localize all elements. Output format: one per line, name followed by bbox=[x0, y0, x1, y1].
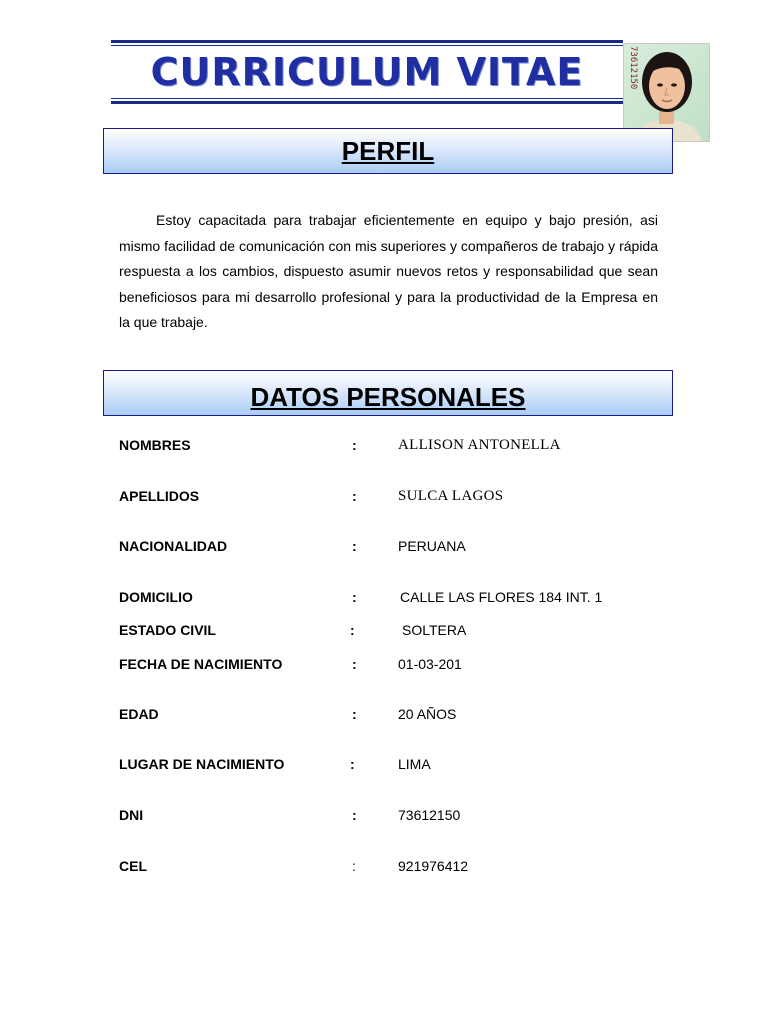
field-label: NACIONALIDAD bbox=[119, 538, 228, 554]
field-row-dni bbox=[119, 807, 679, 827]
field-label: LUGAR DE NACIMIENTO bbox=[119, 756, 285, 772]
field-label: NOMBRES bbox=[119, 437, 191, 453]
field-row-apellidos bbox=[119, 488, 679, 508]
field-value: SOLTERA bbox=[402, 622, 467, 638]
field-row-domicilio bbox=[119, 589, 679, 609]
title-rule-top-thin bbox=[111, 45, 623, 46]
field-row-nacionalidad bbox=[119, 538, 679, 558]
field-value: LIMA bbox=[398, 756, 431, 772]
field-value: CALLE LAS FLORES 184 INT. 1 bbox=[400, 589, 603, 605]
field-colon: : bbox=[350, 756, 355, 772]
field-row-edad bbox=[119, 706, 679, 726]
title-rule-bottom-thin bbox=[111, 98, 623, 99]
photo-stamp: 73612150 bbox=[628, 46, 638, 90]
field-label: APELLIDOS bbox=[119, 488, 200, 504]
field-label: EDAD bbox=[119, 706, 159, 722]
field-row-fecha-nacimiento bbox=[119, 656, 679, 676]
field-colon: : bbox=[352, 589, 357, 605]
field-value: 921976412 bbox=[398, 858, 469, 874]
field-colon: : bbox=[352, 858, 356, 874]
field-label: ESTADO CIVIL bbox=[119, 622, 216, 638]
field-value: 73612150 bbox=[398, 807, 461, 823]
field-label: DNI bbox=[119, 807, 144, 823]
perfil-text: Estoy capacitada para trabajar eficientemente en equipo y bajo presión, asi mismo facilidad de comunicación con mis superiores y compañeros de trabajo y rápida respuesta a los cambios, dispuesto asumir nuevos retos y responsabilidad que sean beneficiosos para mi desarrollo profesional y para la productividad de la Empresa en la que trabaje. bbox=[119, 212, 658, 330]
field-colon: : bbox=[350, 622, 355, 638]
perfil-section-header bbox=[103, 128, 673, 174]
title-rule-bottom bbox=[111, 101, 623, 104]
field-value: 01-03-201 bbox=[398, 656, 462, 672]
field-colon: : bbox=[352, 488, 357, 504]
field-value: SULCA LAGOS bbox=[398, 488, 504, 504]
title-rule-top bbox=[111, 40, 623, 43]
document-title: CURRICULUM VITAE bbox=[150, 50, 584, 94]
field-row-estado-civil bbox=[119, 622, 679, 642]
datos-heading: DATOS PERSONALES bbox=[250, 382, 526, 412]
field-row-nombres bbox=[119, 437, 679, 457]
field-row-lugar-nacimiento bbox=[119, 756, 679, 776]
field-colon: : bbox=[352, 538, 357, 554]
person-portrait-icon bbox=[624, 44, 709, 141]
field-label: DOMICILIO bbox=[119, 589, 193, 605]
datos-section-header bbox=[103, 370, 673, 416]
field-row-cel bbox=[119, 858, 679, 878]
field-colon: : bbox=[352, 656, 357, 672]
field-label: FECHA DE NACIMIENTO bbox=[119, 656, 283, 672]
field-value: 20 AÑOS bbox=[398, 706, 457, 722]
field-colon: : bbox=[352, 807, 357, 823]
field-colon: : bbox=[352, 437, 357, 453]
field-value: PERUANA bbox=[398, 538, 466, 554]
title-block bbox=[111, 40, 623, 104]
field-label: CEL bbox=[119, 858, 147, 874]
field-colon: : bbox=[352, 706, 357, 722]
field-value: ALLISON ANTONELLA bbox=[398, 437, 561, 453]
perfil-heading: PERFIL bbox=[341, 136, 435, 166]
